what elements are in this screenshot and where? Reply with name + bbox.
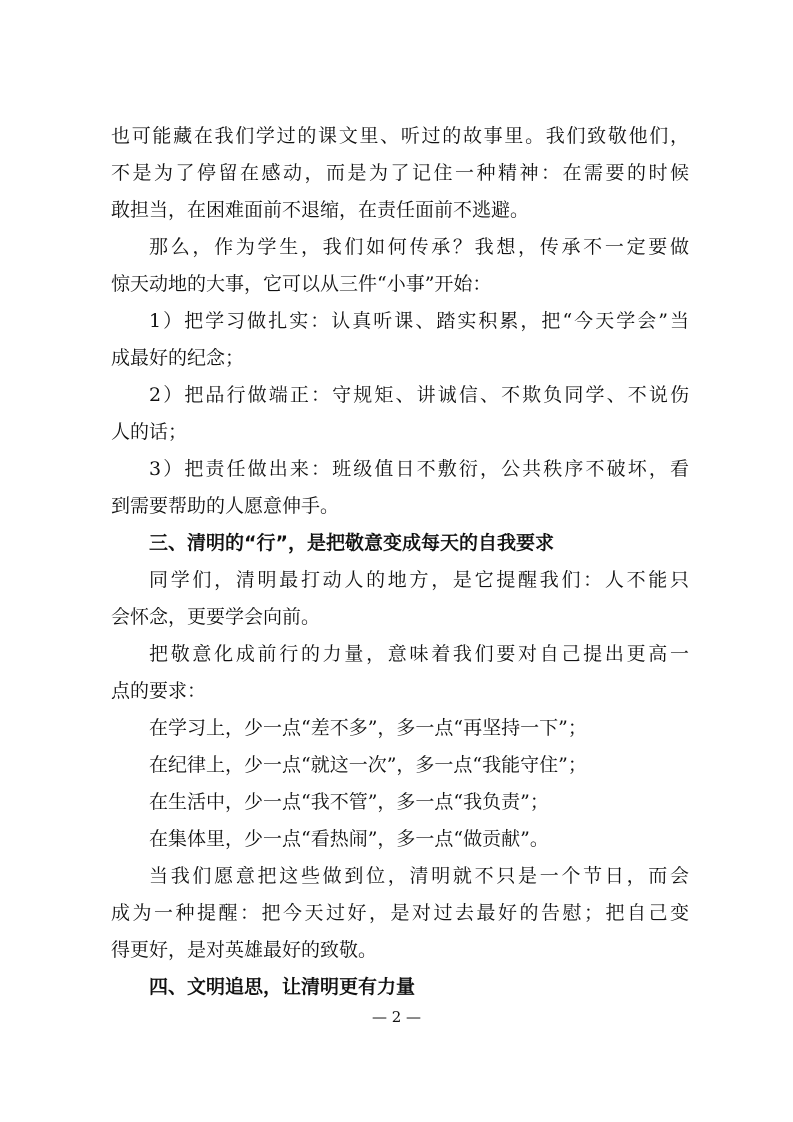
body-line: 把敬意化成前行的力量，意味着我们要对自己提出更高一: [149, 643, 689, 665]
body-line: 惊天动地的大事，它可以从三件“小事”开始：: [111, 273, 492, 295]
requirement-line: 在学习上，少一点“差不多”，多一点“再坚持一下”；: [149, 717, 587, 739]
page-number: — 2 —: [371, 1008, 422, 1026]
requirement-line: 在生活中，少一点“我不管”，多一点“我负责”；: [149, 791, 549, 813]
requirement-line: 在集体里，少一点“看热闹”，多一点“做贡献”。: [149, 828, 549, 850]
body-line: 点的要求：: [111, 680, 207, 702]
list-item-1: 1）把学习做扎实：认真听课、踏实积累，把“今天学会”当: [149, 310, 689, 332]
body-line: 也可能藏在我们学过的课文里、听过的故事里。我们致敬他们，: [111, 125, 689, 147]
section-heading-3: 三、清明的“行”，是把敬意变成每天的自我要求: [149, 532, 554, 554]
body-line: 敢担当，在困难面前不退缩，在责任面前不逃避。: [111, 199, 530, 221]
body-line: 不是为了停留在感动，而是为了记住一种精神：在需要的时候: [111, 162, 689, 184]
list-item-2-cont: 人的话；: [111, 421, 188, 443]
body-line: 会怀念，更要学会向前。: [111, 606, 321, 628]
body-line: 那么，作为学生，我们如何传承？我想，传承不一定要做: [149, 236, 689, 258]
section-heading-4: 四、文明追思，让清明更有力量: [149, 976, 416, 998]
list-item-2: 2）把品行做端正：守规矩、讲诚信、不欺负同学、不说伤: [149, 384, 689, 406]
body-line: 成为一种提醒：把今天过好，是对过去最好的告慰；把自己变: [111, 902, 689, 924]
list-item-3: 3）把责任做出来：班级值日不敷衍，公共秩序不破坏，看: [149, 458, 689, 480]
list-item-1-cont: 成最好的纪念；: [111, 347, 245, 369]
list-item-3-cont: 到需要帮助的人愿意伸手。: [111, 495, 340, 517]
body-line: 得更好，是对英雄最好的致敬。: [111, 939, 378, 961]
body-line: 当我们愿意把这些做到位，清明就不只是一个节日，而会: [149, 865, 689, 887]
body-line: 同学们，清明最打动人的地方，是它提醒我们：人不能只: [149, 569, 689, 591]
requirement-line: 在纪律上，少一点“就这一次”，多一点“我能守住”；: [149, 754, 587, 776]
document-body: [111, 118, 689, 1006]
